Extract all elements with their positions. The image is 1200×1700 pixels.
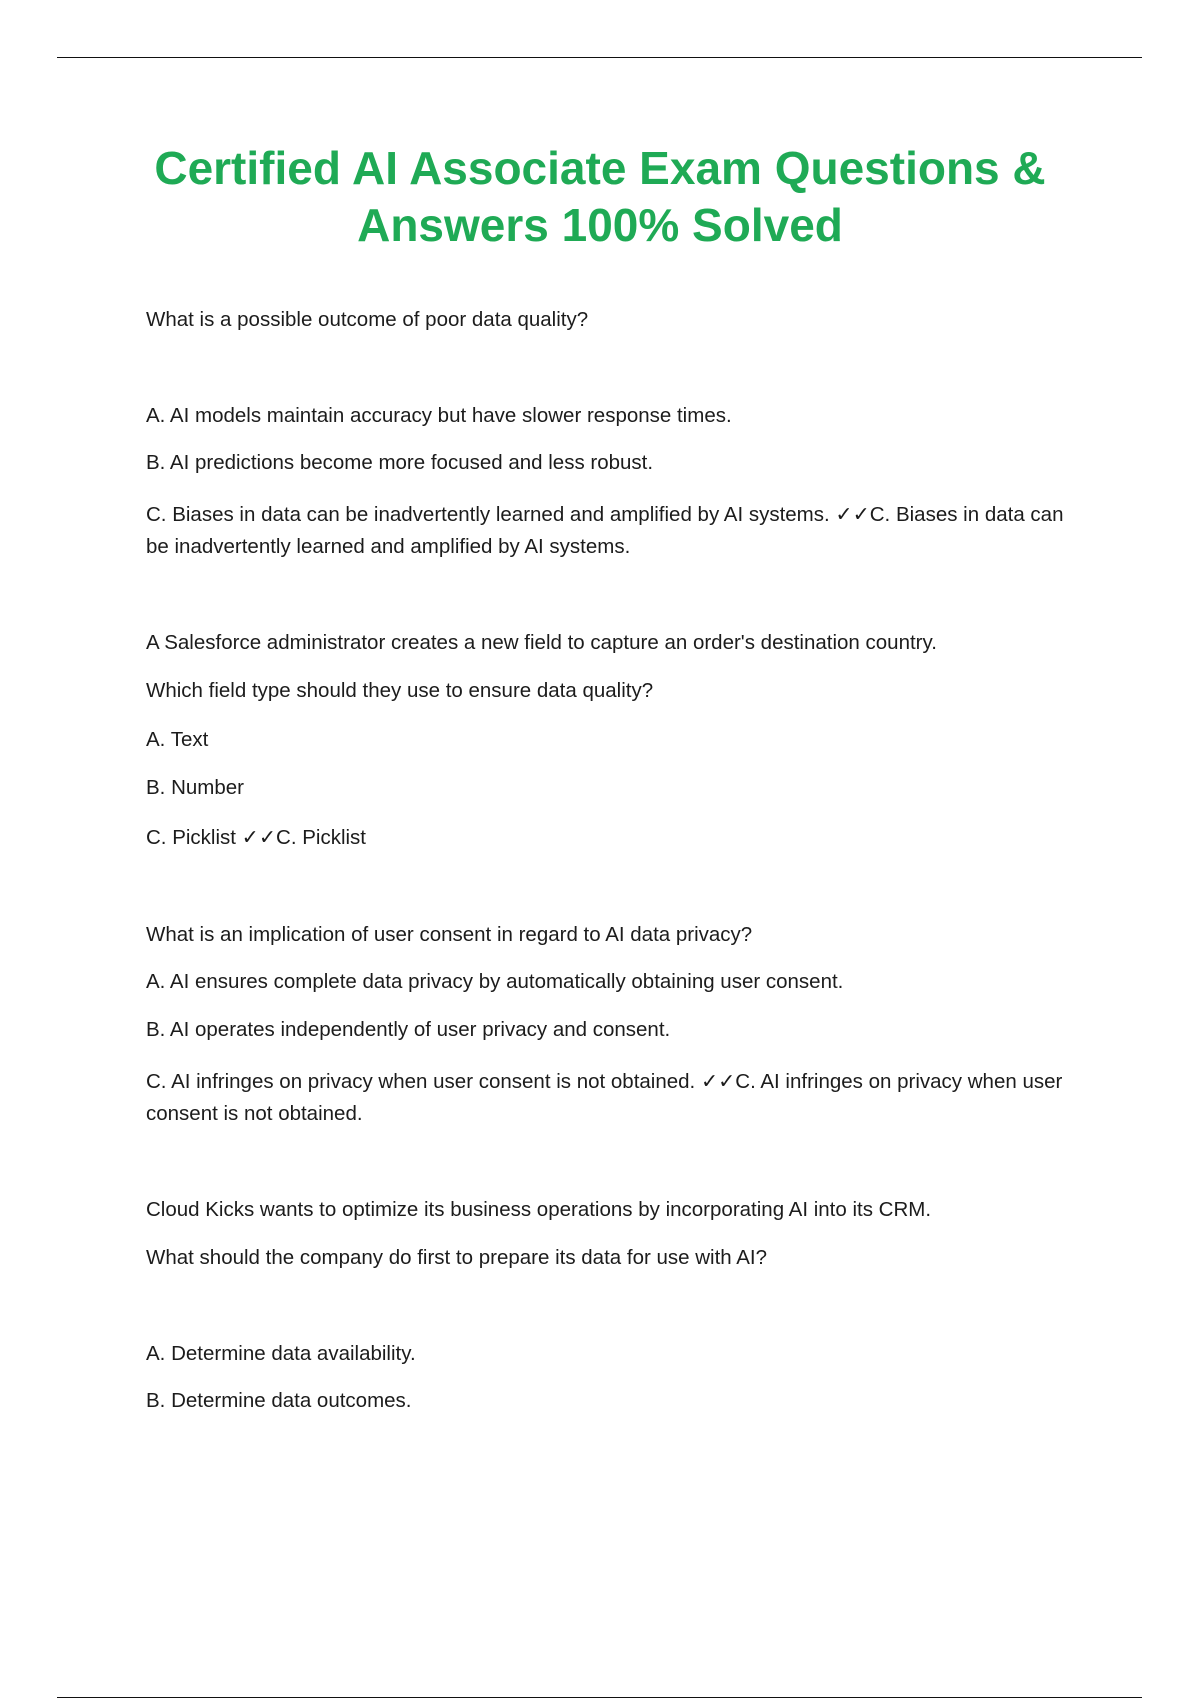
question-3-prompt: What is an implication of user consent in regard to AI data privacy? [146, 923, 753, 946]
question-4-prompt-line-1: Cloud Kicks wants to optimize its business operations by incorporating AI into its CRM. [146, 1198, 932, 1221]
question-3-option-b: B. AI operates independently of user privacy and consent. [146, 1018, 671, 1041]
document-title [100, 140, 1100, 254]
question-1-option-c-answer: C. Biases in data can be inadvertently learned and amplified by AI systems. ✓✓C. Biases in data can be inadvertently learned and amplified by AI systems. [146, 503, 1064, 558]
question-2-prompt-line-1: A Salesforce administrator creates a new field to capture an order's destination country. [146, 631, 937, 654]
question-2-prompt-line-2: Which field type should they use to ensure data quality? [146, 679, 654, 702]
question-2-option-c-answer: C. Picklist ✓✓C. Picklist [146, 826, 367, 849]
question-2-option-b: B. Number [146, 776, 244, 799]
title-line-1: Certified AI Associate Exam Questions & [154, 142, 1046, 194]
question-2-option-a: A. Text [146, 728, 209, 751]
top-rule [57, 57, 1142, 58]
question-1-option-a: A. AI models maintain accuracy but have slower response times. [146, 404, 732, 427]
question-1-prompt: What is a possible outcome of poor data quality? [146, 308, 589, 331]
question-3-option-c-answer: C. AI infringes on privacy when user consent is not obtained. ✓✓C. AI infringes on privacy when user consent is not obtained. [146, 1070, 1063, 1125]
question-4-option-b: B. Determine data outcomes. [146, 1389, 412, 1412]
question-4-prompt-line-2: What should the company do first to prepare its data for use with AI? [146, 1246, 768, 1269]
question-4-option-a: A. Determine data availability. [146, 1342, 416, 1365]
title-line-2: Answers 100% Solved [357, 199, 843, 251]
bottom-rule [57, 1697, 1142, 1698]
question-3-option-a: A. AI ensures complete data privacy by automatically obtaining user consent. [146, 970, 844, 993]
question-1-option-b: B. AI predictions become more focused and less robust. [146, 451, 654, 474]
